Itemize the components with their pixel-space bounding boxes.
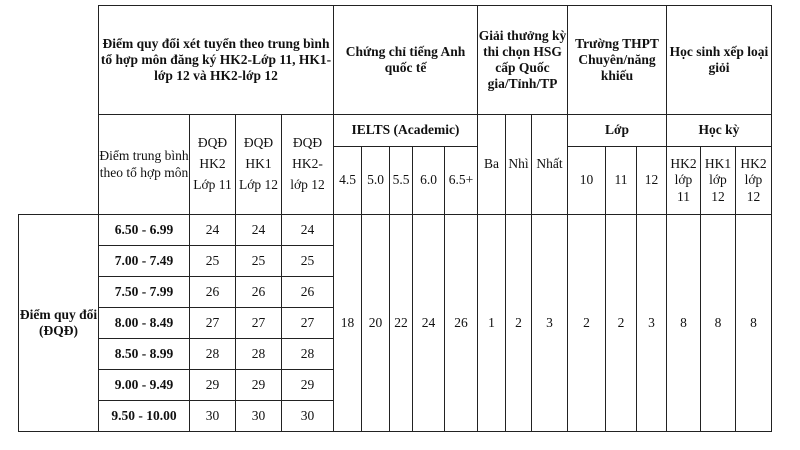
header-ielts-level: 5.0 <box>362 147 390 215</box>
row-group-label: Điểm quy đổi (ĐQĐ) <box>19 215 99 432</box>
header-hocky-level <box>667 147 701 215</box>
dqd-value: 27 <box>236 308 282 339</box>
header-dqd-line: ĐQĐ <box>292 135 323 151</box>
dqd-value: 30 <box>282 401 334 432</box>
header-hsg-ba: Ba <box>478 115 506 215</box>
score-range: 9.00 - 9.49 <box>99 370 190 401</box>
conversion-table <box>18 5 772 432</box>
header-dqd-hk2-12 <box>282 115 334 215</box>
header-hocky-level <box>736 147 772 215</box>
dqd-value: 29 <box>282 370 334 401</box>
header-dqd-line: ĐQĐ <box>197 135 228 151</box>
header-lop-level: 12 <box>637 147 667 215</box>
ielts-point: 20 <box>362 215 390 432</box>
ielts-point: 22 <box>390 215 413 432</box>
header-ielts-level: 5.5 <box>390 147 413 215</box>
dqd-value: 25 <box>190 246 236 277</box>
header-dqd-line: ĐQĐ <box>243 135 274 151</box>
hsg-point: 3 <box>532 215 568 432</box>
header-hsg-nhi: Nhì <box>506 115 532 215</box>
score-range: 8.00 - 8.49 <box>99 308 190 339</box>
hocky-point: 8 <box>736 215 772 432</box>
dqd-value: 28 <box>190 339 236 370</box>
hocky-point: 8 <box>701 215 736 432</box>
header-dqd-hk1-12 <box>236 115 282 215</box>
score-range: 8.50 - 8.99 <box>99 339 190 370</box>
lop-point: 2 <box>606 215 637 432</box>
ielts-point: 18 <box>334 215 362 432</box>
dqd-value: 24 <box>236 215 282 246</box>
table-row <box>19 215 772 246</box>
header-english-group: Chứng chỉ tiếng Anh quốc tế <box>334 6 478 115</box>
header-ielts-level: 6.0 <box>413 147 445 215</box>
empty-corner-cell <box>19 6 99 215</box>
dqd-value: 26 <box>190 277 236 308</box>
score-range: 9.50 - 10.00 <box>99 401 190 432</box>
header-lop-level: 11 <box>606 147 637 215</box>
header-lop-level: 10 <box>568 147 606 215</box>
header-hocky-line: HK2 <box>670 156 697 172</box>
header-hocky-line: 11 <box>677 188 690 204</box>
score-range: 7.00 - 7.49 <box>99 246 190 277</box>
header-hocky-line: 12 <box>746 188 761 204</box>
header-hocky: Học kỳ <box>667 115 772 147</box>
header-hocky-line: HK1 <box>704 156 732 172</box>
score-range: 7.50 - 7.99 <box>99 277 190 308</box>
lop-point: 3 <box>637 215 667 432</box>
dqd-value: 24 <box>282 215 334 246</box>
dqd-value: 25 <box>282 246 334 277</box>
header-dqd-line: HK1 <box>245 156 272 172</box>
header-hocky-level <box>701 147 736 215</box>
dqd-value: 29 <box>236 370 282 401</box>
dqd-value: 26 <box>236 277 282 308</box>
hsg-point: 1 <box>478 215 506 432</box>
header-dqd-line: Lớp 12 <box>238 176 278 192</box>
dqd-value: 26 <box>282 277 334 308</box>
header-thpt-group: Trường THPT Chuyên/năng khiếu <box>568 6 667 115</box>
header-lop: Lớp <box>568 115 667 147</box>
header-ielts-level: 6.5+ <box>445 147 478 215</box>
score-range: 6.50 - 6.99 <box>99 215 190 246</box>
dqd-value: 24 <box>190 215 236 246</box>
header-hocky-line: HK2 <box>740 156 767 172</box>
header-hsg-group: Giải thưởng kỳ thi chọn HSG cấp Quốc gia/Tỉnh/TP <box>478 6 568 115</box>
header-hocky-line: lớp <box>744 172 763 188</box>
header-hocky-line: 12 <box>711 188 725 204</box>
header-dqd-line: lớp 12 <box>290 176 325 192</box>
dqd-value: 27 <box>282 308 334 339</box>
conversion-table-container <box>18 5 772 432</box>
header-dqd-line: Lớp 11 <box>193 176 232 192</box>
header-avg-label: Điểm trung bình theo tổ hợp môn <box>99 115 190 215</box>
hsg-point: 2 <box>506 215 532 432</box>
hocky-point: 8 <box>667 215 701 432</box>
dqd-value: 27 <box>190 308 236 339</box>
header-hsg-nhat: Nhất <box>532 115 568 215</box>
header-hocky-line: lớp <box>709 172 727 188</box>
header-dqd-hk2-11 <box>190 115 236 215</box>
lop-point: 2 <box>568 215 606 432</box>
header-dqd-line: HK2 <box>199 156 226 172</box>
dqd-value: 30 <box>236 401 282 432</box>
dqd-value: 25 <box>236 246 282 277</box>
ielts-point: 24 <box>413 215 445 432</box>
dqd-value: 28 <box>236 339 282 370</box>
dqd-value: 30 <box>190 401 236 432</box>
header-ielts-level: 4.5 <box>334 147 362 215</box>
dqd-value: 29 <box>190 370 236 401</box>
header-ielts: IELTS (Academic) <box>334 115 478 147</box>
header-hocky-line: lớp <box>674 172 693 188</box>
header-avg-group: Điểm quy đổi xét tuyển theo trung bình tổ hợp môn đăng ký HK2-Lớp 11, HK1-lớp 12 và HK2-lớp 12 <box>99 6 334 115</box>
header-gioi-group: Học sinh xếp loại giỏi <box>667 6 772 115</box>
ielts-point: 26 <box>445 215 478 432</box>
dqd-value: 28 <box>282 339 334 370</box>
header-dqd-line: HK2- <box>292 156 323 172</box>
